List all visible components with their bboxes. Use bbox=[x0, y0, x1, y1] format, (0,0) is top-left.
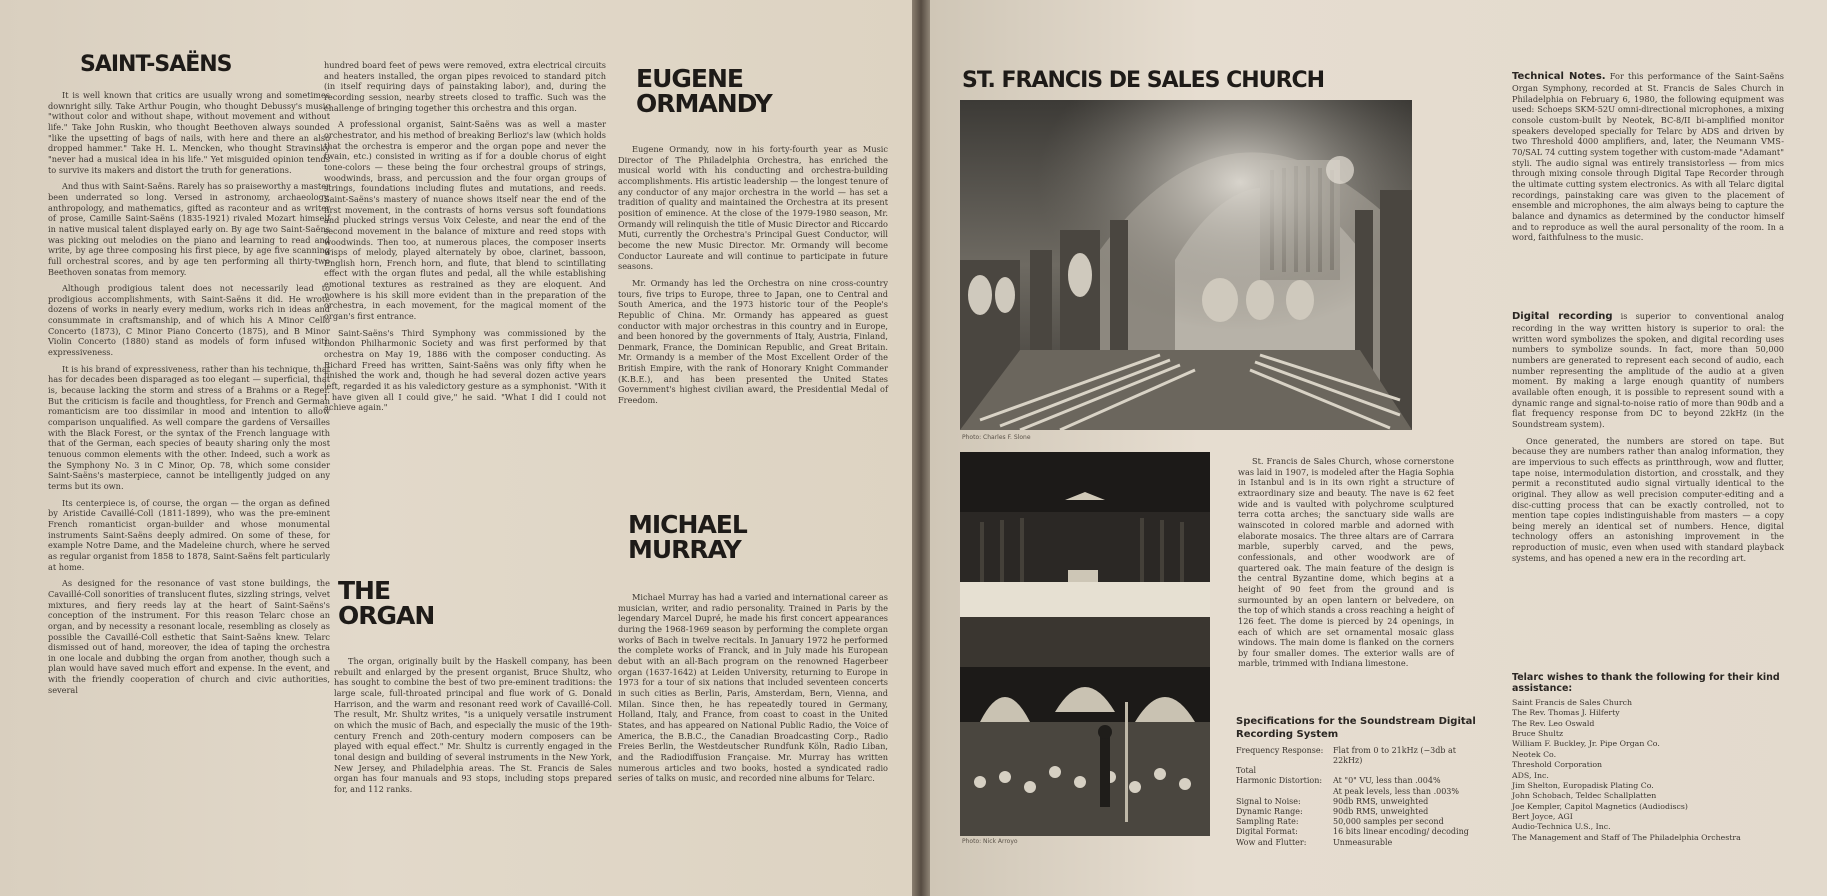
thanks-item: Audio-Technica U.S., Inc. bbox=[1512, 822, 1611, 832]
thanks-item: Jim Shelton, Europadisk Plating Co. bbox=[1512, 780, 1654, 790]
spec-row bbox=[1236, 746, 1476, 766]
saint-saens-title: SAINT-SAËNS bbox=[80, 52, 232, 77]
spec-label: Total bbox=[1236, 766, 1257, 776]
spec-row bbox=[1236, 807, 1476, 817]
ormandy-text bbox=[618, 144, 888, 474]
spec-value: 50,000 samples per second bbox=[1333, 817, 1444, 827]
paragraph: As designed for the resonance of vast stone buildings, the Cavaillé-Coll sonorities of translucent flutes, sizzling strings, velvet mixtures, and fiery reeds lay at the heart of Saint-Saëns's conception of the instrument. For this reason Telarc chose an organ, and by necessity a resonant locale, resembling as closely as possible the Cavaillé-Coll esthetic that Saint-Saëns knew. Telarc dismissed out of hand, moreover, the idea of taping the orchestra in one locale and dubbing the organ from another, though such a plan would have saved much effort and expense. In the event, and with the friendly cooperation of church and civic authorities, several bbox=[48, 578, 330, 695]
ormandy-title bbox=[636, 66, 772, 116]
title-line: MURRAY bbox=[628, 535, 741, 564]
gatefold-spine bbox=[912, 0, 930, 896]
murray-title bbox=[628, 512, 747, 562]
spec-label: Wow and Flutter: bbox=[1236, 837, 1307, 847]
spec-row bbox=[1236, 797, 1476, 807]
paragraph: It is well known that critics are usually wrong and sometimes downright silly. Take Arthur Pougin, who thought Debussy's music "without color and without shape, without movement and without life." Take John Ruskin, who thought Beethoven always sounded "like the upsetting of bags of nails, with here and there an also dropped hammer." Take H. L. Mencken, who thought Stravinsky "never had a musical idea in his life." Yet misguided opinion tends to survive its makers and distort the truth for generations. bbox=[48, 90, 330, 175]
spec-value: At peak levels, less than .003% bbox=[1333, 786, 1459, 796]
spec-label: Frequency Response: bbox=[1236, 745, 1324, 755]
the-organ-text bbox=[334, 656, 612, 886]
spec-label: Sampling Rate: bbox=[1236, 817, 1299, 827]
thanks-item: Saint Francis de Sales Church bbox=[1512, 698, 1633, 707]
paragraph: The organ, originally built by the Haskell company, has been rebuilt and enlarged by the present organist, Bruce Shultz, who has sought to combine the best of two pre-eminent traditions: the large scale, full-throated principal and flue work of G. Donald Harrison, and the warm and resonant reed work of Cavaillé-Coll. The result, Mr. Shultz writes, "is a uniquely versatile instrument on which the music of Bach, and especially the music of the 19th-century French and 20th-century modern composers can be played with equal effect." Mr. Shultz is currently engaged in the tonal design and building of several instruments in the New York, New Jersey, and Philadelphia areas. The St. Francis de Sales organ has four manuals and 93 stops, including stops prepared for, and 112 ranks. bbox=[334, 656, 612, 794]
thanks-item: Threshold Corporation bbox=[1512, 760, 1603, 770]
saint-saens-column-2 bbox=[324, 60, 606, 490]
paragraph: Saint-Saëns's Third Symphony was commissioned by the London Philharmonic Society and was first performed by that orchestra on May 19, 1886 with the composer conducting. As Richard Freed has written, Saint-Saëns was only fifty when he finished the work and, though he had several dozen active years left, regarded it as his valedictory gesture as a symphonist. "With it I have given all I could give," he said. "What I did I could not achieve again." bbox=[324, 327, 606, 413]
spec-row bbox=[1236, 787, 1476, 797]
paragraph: Mr. Ormandy has led the Orchestra on nine cross-country tours, five trips to Europe, three to Japan, one to Central and South America, and the 1973 historic tour of the People's Republic of China. Mr. Ormandy has appeared as guest conductor with major orchestras in this country and in Europe, and been honored by the governments of Italy, Austria, Finland, Denmark, France, the Dominican Republic, and Great Britain. Mr. Ormandy is a member of the Most Excellent Order of the British Empire, with the rank of Honorary Knight Commander (K.B.E.), and has been presented the United States Government's highest civilian award, the Presidential Medal of Freedom. bbox=[618, 277, 888, 406]
title-line: THE bbox=[338, 576, 391, 605]
thanks-list bbox=[1512, 698, 1812, 843]
paragraph bbox=[1512, 70, 1784, 243]
spec-value: Flat from 0 to 21kHz (−3db at 22kHz) bbox=[1333, 745, 1457, 765]
paragraph: Michael Murray has had a varied and international career as musician, writer, and radio personality. Trained in Paris by the legendary Marcel Dupré, he made his first concert appearances during the 1968-1969 season by performing the complete organ works of Bach in twelve recitals. In January 1972 he performed the complete works of Franck, and in July made his European debut with an all-Bach program on the renowned Hagerbeer organ (1637-1642) at Leiden University, returning to Europe in 1973 for a tour of six nations that included seventeen concerts in such cities as Berlin, Paris, Amsterdam, Bern, Vienna, and Milan. Since then, he has repeatedly toured in Germany, Holland, Italy, and France, from coast to coast in the United States, and has appeared on National Public Radio, the Voice of America, the B.B.C., the Canadian Broadcasting Corp., Radio Freies Berlin, the Westdeutscher Rundfunk Köln, Radio Liban, and the Radiodiffusion Française. Mr. Murray has written numerous articles and two books, hosted a syndicated radio series of talks on music, and recorded nine albums for Telarc. bbox=[618, 592, 888, 784]
thanks-item: Joe Kempler, Capitol Magnetics (Audiodiscs) bbox=[1512, 801, 1688, 811]
the-organ-title bbox=[338, 578, 434, 628]
right-page bbox=[930, 0, 1827, 896]
thanks-item: The Rev. Leo Oswald bbox=[1512, 718, 1595, 728]
paragraph: And thus with Saint-Saëns. Rarely has so praiseworthy a master been underrated so long. Versed in astronomy, archaeology, anthropology, and mathematics, gifted as raconteur and as writer of prose, Camille Saint-Saëns (1835-1921) rivaled Mozart himself in native musical talent displayed early on. By age two Saint-Saëns was picking out melodies on the piano and learning to read and write, by age three composing his first piece, by age five scanning full orchestral scores, and by age ten performing all thirty-two Beethoven sonatas from memory. bbox=[48, 181, 330, 277]
thanks-item: The Rev. Thomas J. Hilferty bbox=[1512, 708, 1620, 718]
spec-row bbox=[1236, 827, 1476, 837]
spec-value: 16 bits linear encoding/ decoding bbox=[1333, 827, 1469, 837]
specs-title: Specifications for the Soundstream Digital Recording System bbox=[1236, 716, 1476, 740]
spec-label: Digital Format: bbox=[1236, 827, 1298, 837]
church-text bbox=[1238, 456, 1454, 676]
digital-recording bbox=[1512, 310, 1784, 610]
spec-label: Signal to Noise: bbox=[1236, 796, 1301, 806]
paragraph: Although prodigious talent does not necessarily lead to prodigious accomplishments, with Saint-Saëns it did. He wrote dozens of works in nearly every medium, works rich in ideas and consummate in craftsmanship, and of which his A Minor Cello Concerto (1873), C Minor Piano Concerto (1875), and B Minor Violin Concerto (1880) stand as models of form infused with expressiveness. bbox=[48, 283, 330, 358]
paragraph: A professional organist, Saint-Saëns was as well a master orchestrator, and his method of breaking Berlioz's law (which holds that the orchestra is emperor and the organ pope and never the twain, etc.) consisted in writing as if for a double chorus of eight tone-colors — these being the four orchestral groups of strings, woodwinds, brass, and percussion and the four organ groups of strings, foundations including flutes and mutations, and reeds. Saint-Saëns's mastery of nuance shows itself near the end of the first movement, in the contrasts of horns versus soft foundations and plucked strings versus Voix Celeste, and near the end of the second movement in the balance of mixture and reed stops with woodwinds. Then too, at numerous places, the composer inserts wisps of melody, played alternately by oboe, clarinet, bassoon, English horn, French horn, and flute, that blend to scintillating effect with the organ flutes and pedal, all the while establishing emotional textures as restrained as they are eloquent. And nowhere is his skill more evident than in the preparation of the orchestra, in each movement, for the magical moment of the organ's first entrance. bbox=[324, 119, 606, 322]
specs-table bbox=[1236, 716, 1476, 848]
paragraph: hundred board feet of pews were removed, extra electrical circuits and heaters installed, the organ pipes revoiced to standard pitch (in itself requiring days of painstaking labor), and, during the recording session, nearby streets closed to traffic. Such was the challenge of bringing together this orchestra and this organ. bbox=[324, 60, 606, 113]
spec-label: Dynamic Range: bbox=[1236, 807, 1303, 816]
church-title: ST. FRANCIS DE SALES CHURCH bbox=[962, 68, 1325, 93]
spec-label: Harmonic Distortion: bbox=[1236, 776, 1323, 786]
thanks-item: Bert Joyce, AGI bbox=[1512, 811, 1573, 821]
technical-notes bbox=[1512, 70, 1784, 296]
spec-row bbox=[1236, 776, 1476, 786]
photo-2-caption: Photo: Nick Arroyo bbox=[962, 838, 1018, 845]
murray-text bbox=[618, 592, 888, 886]
title-line: ORGAN bbox=[338, 601, 435, 630]
thanks-item: ADS, Inc. bbox=[1512, 770, 1549, 780]
spec-row bbox=[1236, 766, 1476, 776]
paragraph: Eugene Ormandy, now in his forty-fourth year as Music Director of The Philadelphia Orchestra, has enriched the musical world with his conducting and orchestra-building accomplishments. His artistic leadership — the longest tenure of any conductor of any major orchestra in the world — has set a tradition of quality and maintained the Orchestra at its present position of eminence. At the close of the 1979-1980 season, Mr. Ormandy will relinquish the title of Music Director and Riccardo Muti, currently the Orchestra's Principal Guest Conductor, will become the new Music Director. Mr. Ormandy will become Conductor Laureate and will continue to participate in future seasons. bbox=[618, 144, 888, 272]
thanks-item: John Schobach, Teldec Schallplatten bbox=[1512, 791, 1657, 801]
title-line: ORMANDY bbox=[636, 89, 772, 118]
thanks-item: The Management and Staff of The Philadelphia Orchestra bbox=[1512, 832, 1741, 842]
thanks-title: Telarc wishes to thank the following for their kind assistance: bbox=[1512, 672, 1780, 694]
paragraph: St. Francis de Sales Church, whose cornerstone was laid in 1907, is modeled after the Hagia Sophia in Istanbul and is in its own right a structure of extraordinary size and beauty. The nave is 62 feet wide and is vaulted with polychrome sculptured terra cotta arches; the sanctuary side walls are wainscoted in colored marble and adorned with elaborate mosaics. The three altars are of Carrara marble, superbly carved, and the pews, confessionals, and other woodwork are of quartered oak. The main feature of the design is the central Byzantine dome, which begins at a height of 90 feet from the ground and is surmounted by an open lantern or belvedere, on the top of which stands a cross reaching a height of 126 feet. The dome is pierced by 24 openings, in each of which are set ornamental mosaic glass windows. The main dome is flanked on the corners by four smaller domes. The exterior walls are of marble, trimmed with Indiana limestone. bbox=[1238, 456, 1454, 669]
thanks-item: Bruce Shultz bbox=[1512, 729, 1564, 739]
orchestra-photo bbox=[960, 452, 1210, 836]
spec-label bbox=[1236, 787, 1333, 797]
paragraph: It is his brand of expressiveness, rather than his technique, that has for decades been disparaged as too elegant — superficial, that is, because lacking the storm and stress of a Brahms or a Reger. But the criticism is facile and thoughtless, for French and German romanticism are too dissimilar in mood and intention to allow comparison unqualified. As well compare the gardens of Versailles with the Black Forest, or the syntax of the French language with that of the German, each species of beauty sharing only the most tenuous common elements with the other. Indeed, such a work as the Symphony No. 3 in C Minor, Op. 78, which some consider Saint-Saëns's masterpiece, cannot be intelligently judged on any terms but its own. bbox=[48, 363, 330, 491]
thanks-section bbox=[1512, 672, 1812, 843]
paragraph: Its centerpiece is, of course, the organ — the organ as defined by Aristide Cavaillé-Coll (1811-1899), who was the pre-eminent French romanticist organ-builder and whose monumental instruments Saint-Saëns deeply admired. On some of these, for example Notre Dame, and the Madeleine church, where he served as regular organist from 1858 to 1878, Saint-Saëns felt particularly at home. bbox=[48, 497, 330, 572]
digital-recording-text: is superior to conventional analog recording in the way written history is superior to oral: the written word symbolizes the spoken, and digital recording uses numbers to symbolize sounds. In fact, more than 50,000 numbers are generated to represent each second of audio, each number representing the amplitude of the audio at a given moment. By making a large enough quantity of numbers available often enough, it is possible to represent sound with a dynamic range and signal-to-noise ratio of more than 90db and a flat frequency response from DC to beyond 22kHz (in the Soundstream system). bbox=[1512, 311, 1785, 429]
thanks-item: Neotek Co. bbox=[1512, 749, 1557, 759]
church-interior-photo bbox=[960, 100, 1412, 430]
saint-saens-column-1 bbox=[48, 90, 330, 880]
spec-value: Unmeasurable bbox=[1333, 837, 1393, 847]
paragraph bbox=[1512, 310, 1784, 430]
technical-notes-text: For this performance of the Saint-Saëns Organ Symphony, recorded at St. Francis de Sales Church in Philadelphia on February 6, 1980, the following equipment was used: Schoeps SKM-52U omni-directional microphones, a mixing console custom-built by Neotek, BC-8/II bi-amplified monitor speakers developed specially for Telarc by ADS and driven by two Threshold 4000 amplifiers, and, later, the Neumann VMS-70/SAL 74 cutting system together with custom-made "Adamant" styli. The audio signal was entirely transistorless — from mics through mixing console through Digital Tape Recorder through the ultimate cutting system electronics. As with all Telarc digital recordings, painstaking care was given to the placement of ensemble and microphones, the aim always being to capture the balance and dynamics as determined by the conductor himself and to reproduce as well the aural personality of the room. In a word, faithfulness to the music. bbox=[1512, 71, 1784, 243]
spec-row bbox=[1236, 838, 1476, 848]
title-line: MICHAEL bbox=[628, 510, 747, 539]
title-line: EUGENE bbox=[636, 64, 743, 93]
spec-value: 90db RMS, unweighted bbox=[1333, 796, 1429, 806]
spec-value bbox=[1333, 766, 1476, 776]
orchestra-image bbox=[960, 452, 1210, 836]
spec-row bbox=[1236, 817, 1476, 827]
thanks-item: William F. Buckley, Jr. Pipe Organ Co. bbox=[1512, 739, 1660, 749]
spec-value: At "0" VU, less than .004% bbox=[1333, 776, 1441, 786]
digital-recording-heading: Digital recording bbox=[1512, 311, 1613, 322]
church-interior-image bbox=[960, 100, 1412, 430]
technical-notes-heading: Technical Notes. bbox=[1512, 71, 1606, 82]
spec-value: 90db RMS, unweighted bbox=[1333, 807, 1429, 816]
paragraph: Once generated, the numbers are stored on tape. But because they are numbers rather than analog information, they are impervious to such effects as printthrough, wow and flutter, tape noise, intermodulation distortion, and crosstalk, and they permit a reconstituted audio signal virtually identical to the original. They allow as well precision computer-editing and a disc-cutting process that can be exactly controlled, not to mention tape copies indistinguishable from masters — a copy being merely an identical set of numbers. Hence, digital technology offers an astonishing improvement in the reproduction of music, even when used with standard playback systems, and has opened a new era in the recording art. bbox=[1512, 435, 1784, 563]
photo-1-caption: Photo: Charles F. Slone bbox=[962, 434, 1031, 441]
left-page bbox=[0, 0, 912, 896]
